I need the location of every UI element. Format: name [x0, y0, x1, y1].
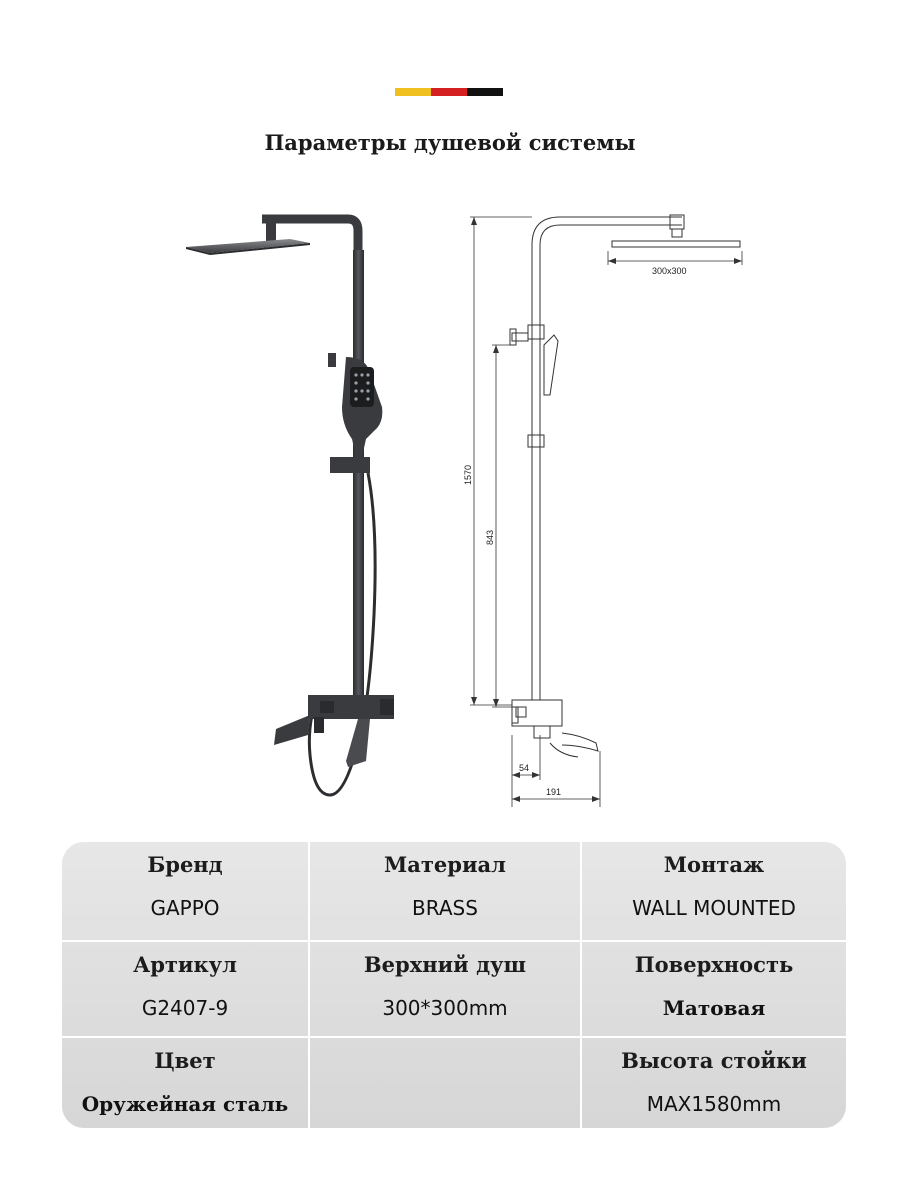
spec-value: Оружейная сталь — [81, 1092, 289, 1116]
spec-value: WALL MOUNTED — [632, 896, 796, 920]
spec-cell-mounting — [582, 842, 846, 942]
spec-label: Цвет — [154, 1048, 216, 1073]
flag-red-stripe — [431, 88, 467, 96]
page-title: Параметры душевой системы — [264, 130, 636, 155]
flag-stripe — [395, 88, 503, 96]
dim-slide-height: 843 — [485, 529, 495, 545]
spec-value: BRASS — [412, 896, 478, 920]
spec-label: Верхний душ — [363, 952, 527, 977]
flag-black-stripe — [467, 88, 503, 96]
dim-total-height: 1570 — [463, 464, 473, 485]
spec-label: Материал — [384, 852, 506, 877]
spec-cell-surface — [582, 942, 846, 1038]
dim-mixer-offset: 54 — [519, 763, 530, 773]
spec-cell-empty — [310, 1038, 582, 1128]
spec-label: Артикул — [133, 952, 237, 977]
spec-cell-top-shower — [310, 942, 582, 1038]
shower-system-illustration — [170, 195, 410, 805]
dim-head-size: 300x300 — [652, 266, 687, 276]
spec-cell-brand — [62, 842, 310, 942]
spec-cell-rack-height — [582, 1038, 846, 1128]
spec-label: Бренд — [147, 852, 223, 877]
spec-value: G2407-9 — [141, 996, 229, 1020]
technical-drawing — [460, 195, 760, 815]
specs-table — [62, 842, 846, 1128]
flag-yellow-stripe — [395, 88, 431, 96]
spec-label: Монтаж — [663, 852, 765, 877]
spec-cell-article — [62, 942, 310, 1038]
spec-value: GAPPO — [150, 896, 220, 920]
spec-cell-color — [62, 1038, 310, 1128]
spec-value: 300*300mm — [382, 996, 508, 1020]
spec-cell-material — [310, 842, 582, 942]
spec-value: Матовая — [662, 996, 766, 1020]
spec-label: Поверхность — [634, 952, 794, 977]
spec-value: MAX1580mm — [646, 1092, 782, 1116]
spec-label: Высота стойки — [621, 1048, 807, 1073]
dim-spout-length: 191 — [546, 787, 562, 797]
